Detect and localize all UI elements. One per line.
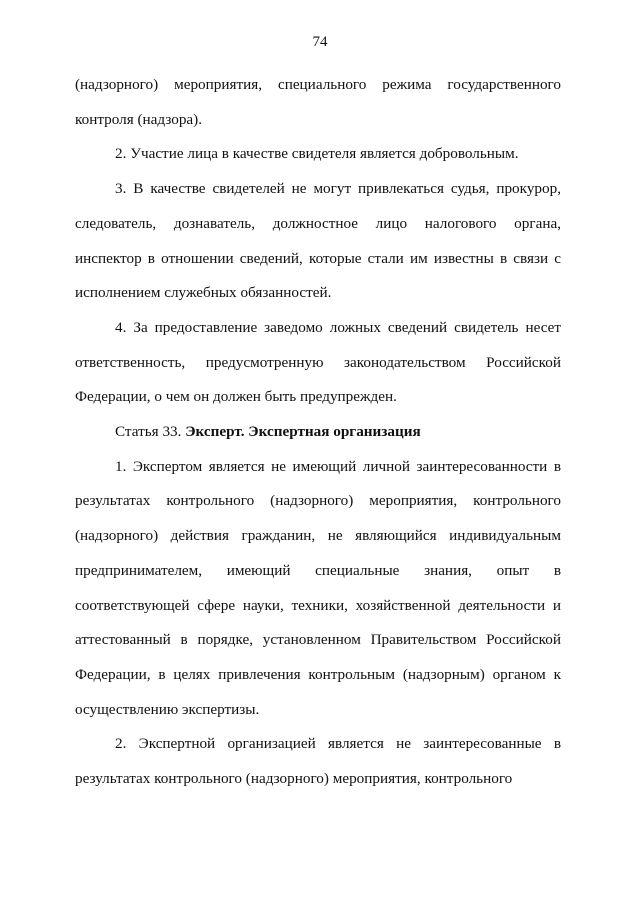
paragraph-continuation: (надзорного) мероприятия, специального режима государственного контроля (надзора). bbox=[75, 76, 561, 128]
paragraph-witness-exclusions: 3. В качестве свидетелей не могут привлекаться судья, прокурор, следователь, дознаватель, должностное лицо налогового органа, инспектор в отношении сведений, которые стали им известны в связи с исполнением служебных обязанностей. bbox=[75, 180, 561, 302]
document-body bbox=[75, 68, 561, 797]
paragraph-expert-organization: 2. Экспертной организацией является не заинтересованные в результатах контрольного (надзорного) мероприятия, контрольного bbox=[75, 735, 561, 788]
article-number: Статья 33. bbox=[115, 423, 186, 441]
article-title: Эксперт. Экспертная организация bbox=[185, 423, 421, 441]
article-heading bbox=[75, 415, 561, 450]
paragraph-witness-liability: 4. За предоставление заведомо ложных сведений свидетель несет ответственность, предусмотренную законодательством Российской Федерации, о чем он должен быть предупрежден. bbox=[75, 318, 561, 406]
page-number: 74 bbox=[312, 34, 328, 50]
paragraph-expert-definition: 1. Экспертом является не имеющий личной заинтересованности в результатах контрольного (надзорного) мероприятия, контрольного (надзорного) действия гражданин, не являющийся индивидуальным предпринимателем, имеющий специальные знания, опыт в соответствующей сфере науки, техники, хозяйственной деятельности и аттестованный в порядке, установленном Правительством Российской Федерации, в целях привлечения контрольным (надзорным) органом к осуществлению экспертизы. bbox=[75, 457, 561, 718]
paragraph-witness-voluntary: 2. Участие лица в качестве свидетеля является добровольным. bbox=[115, 145, 519, 163]
